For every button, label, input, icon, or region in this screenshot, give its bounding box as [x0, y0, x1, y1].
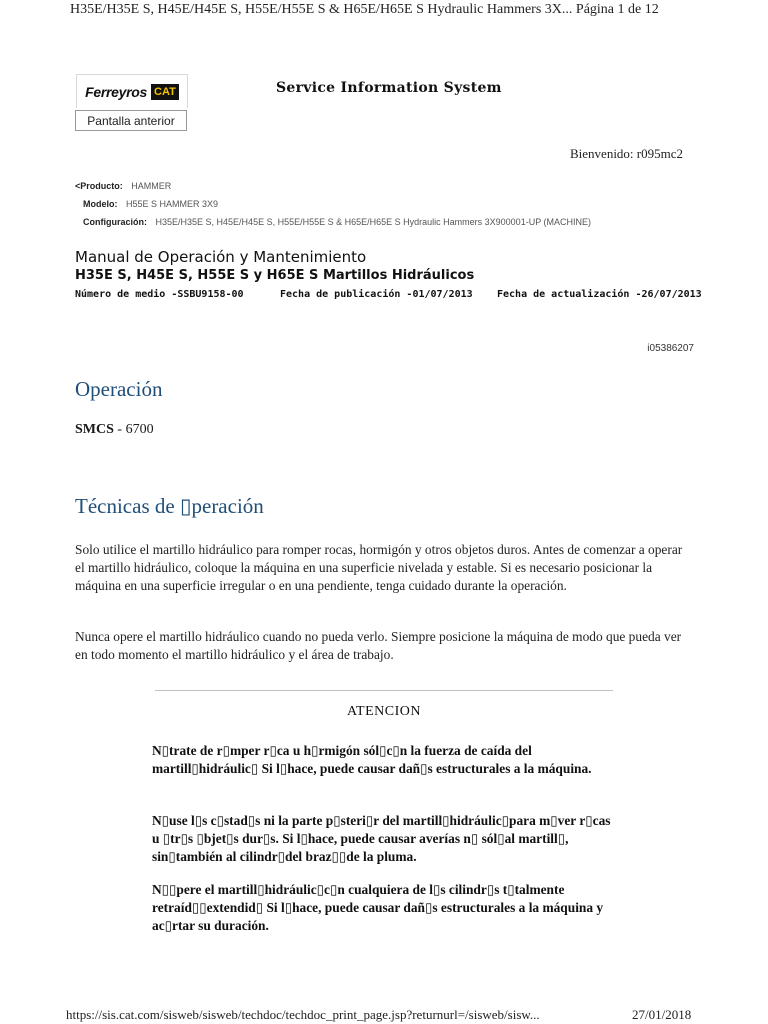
model-value: H55E S HAMMER 3X9 — [126, 199, 219, 209]
attention-paragraph: N▯trate de r▯mper r▯ca u h▯rmigón sól▯c▯n la fuerza de caída del martill▯hidráulic▯ Si l▯hace, puede causar dañ▯s estructurales a la máquina. — [152, 743, 592, 776]
subsection-title: Técnicas de ▯peración — [75, 494, 264, 518]
publish-date: Fecha de publicación -01/07/2013 — [280, 289, 473, 300]
manual-title: Manual de Operación y Mantenimiento — [75, 248, 367, 266]
model-label: Modelo: — [83, 199, 118, 209]
media-number: Número de medio -SSBU9158-00 — [75, 289, 244, 300]
ferreyros-cat-logo — [76, 74, 188, 108]
attention-title: ATENCION — [347, 704, 421, 719]
section-title: Operación — [75, 377, 163, 401]
smcs-line — [75, 422, 154, 438]
divider — [155, 690, 613, 691]
paragraph: Nunca opere el martillo hidráulico cuando no pueda verlo. Siempre posicione la máquina de modo que pueda ver en todo momento el martillo hidráulico y el área de trabajo. — [75, 629, 682, 662]
config-label: Configuración: — [83, 217, 147, 227]
welcome-text: Bienvenido: r095mc2 — [570, 146, 684, 161]
attention-paragraph: N▯use l▯s c▯stad▯s ni la parte p▯steri▯r del martill▯hidráulic▯para m▯ver r▯cas u ▯tr▯s ▯bjet▯s dur▯s. Si l▯hace, puede causar averías n▯ sól▯al martill▯, sin▯también al cilindr▯del braz▯▯de la pluma. — [152, 813, 611, 864]
model-row — [83, 199, 218, 209]
product-value: HAMMER — [131, 181, 172, 191]
cat-badge: CAT — [151, 84, 179, 100]
reference-id: i05386207 — [647, 343, 694, 354]
smcs-value: - 6700 — [117, 422, 154, 437]
product-row — [75, 181, 171, 191]
manual-subtitle: H35E S, H45E S, H55E S y H65E S Martillos Hidráulicos — [75, 268, 475, 283]
attention-paragraph: N▯▯pere el martill▯hidráulic▯c▯n cualquiera de l▯s cilindr▯s t▯talmente retraíd▯▯extendid▯ Si l▯hace, puede causar dañ▯s estructurales a la máquina y ac▯rtar su duración. — [152, 882, 604, 933]
footer-url: https://sis.cat.com/sisweb/sisweb/techdoc/techdoc_print_page.jsp?returnurl=/sisweb/sisw... — [66, 1007, 540, 1022]
back-button[interactable]: Pantalla anterior — [75, 110, 187, 131]
smcs-label: SMCS — [75, 422, 114, 437]
paragraph: Solo utilice el martillo hidráulico para romper rocas, hormigón y otros objetos duros. Antes de comenzar a operar el martillo hidráulico, coloque la máquina en una superficie nivelada y estable. Si es necesario posicionar la máquina en una superficie irregular o en una pendiente, tenga cuidado durante la operación. — [75, 542, 683, 593]
config-value: H35E/H35E S, H45E/H45E S, H55E/H55E S & H65E/H65E S Hydraulic Hammers 3X900001-UP (MACHINE) — [155, 217, 592, 227]
print-header: H35E/H35E S, H45E/H45E S, H55E/H55E S & H65E/H65E S Hydraulic Hammers 3X... Página 1 de 12 — [70, 2, 659, 17]
product-label[interactable]: <Producto: — [75, 181, 123, 191]
config-row — [83, 217, 591, 227]
sis-title: Service Information System — [276, 80, 502, 96]
update-date: Fecha de actualización -26/07/2013 — [497, 289, 702, 300]
footer-date: 27/01/2018 — [632, 1007, 692, 1022]
logo-brand: Ferreyros — [85, 83, 148, 100]
